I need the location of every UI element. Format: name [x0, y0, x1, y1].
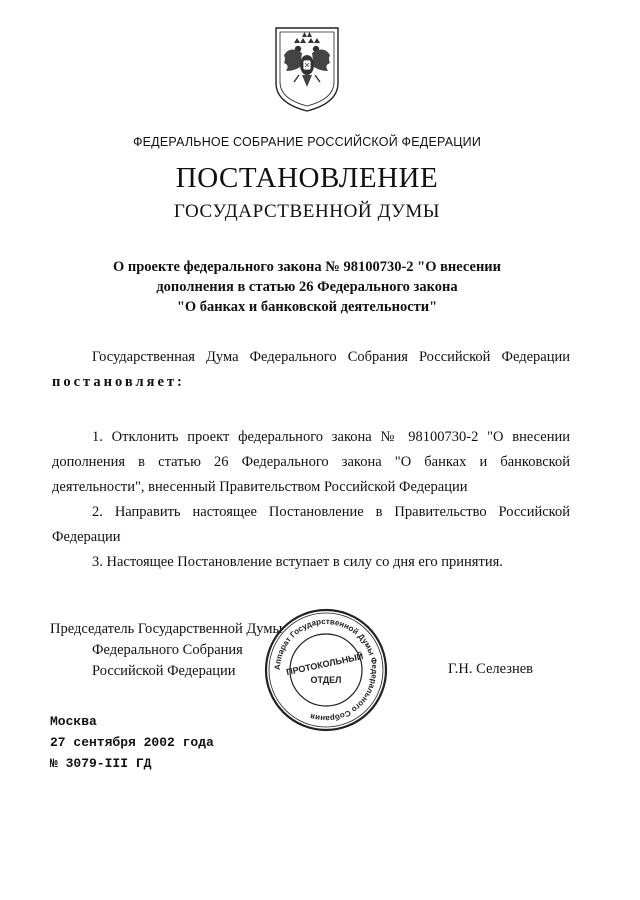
- document-number: № 3079-III ГД: [50, 756, 152, 771]
- official-stamp: [263, 607, 389, 733]
- stamp-center-text: ОТДЕЛ: [310, 675, 342, 685]
- resolution-item: 2. Направить настоящее Постановление в Правительство Российской Федерации: [52, 504, 570, 545]
- resolution-item: 1. Отклонить проект федерального закона № 98100730-2 "О внесении дополнения в статью 26 Федерального закона "О банках и банковской деятельности", внесенный Правительством Российской Федерации: [52, 429, 570, 495]
- signatory-name: Г.Н. Селезнев: [448, 661, 533, 677]
- signatory-title-line: Федерального Собрания: [92, 642, 243, 658]
- stamp-outer-text: Аппарат Государственной Думы Федерального Собрания: [272, 616, 380, 724]
- preamble-text: Государственная Дума Федерального Собрания Российской Федерации: [92, 349, 570, 365]
- issuer-subtitle: ГОСУДАРСТВЕННОЙ ДУМЫ: [173, 201, 441, 222]
- preamble-paragraph: [52, 345, 570, 395]
- city: Москва: [50, 714, 97, 729]
- heading-line: дополнения в статью 26 Федерального закона: [156, 279, 458, 295]
- heading-line: "О банках и банковской деятельности": [176, 299, 438, 315]
- resolution-heading: [0, 257, 614, 317]
- signatory-title-line: Российской Федерации: [92, 663, 236, 679]
- document-type-title: ПОСТАНОВЛЕНИЕ: [175, 162, 439, 194]
- resolution-items: [52, 425, 570, 575]
- document-date: 27 сентября 2002 года: [50, 735, 214, 750]
- heading-line: О проекте федерального закона № 98100730-2 "О внесении: [112, 259, 502, 275]
- organization-header: ФЕДЕРАЛЬНОЕ СОБРАНИЕ РОССИЙСКОЙ ФЕДЕРАЦИИ: [132, 135, 482, 149]
- stamp-seal-icon: [263, 607, 389, 733]
- document-footer: [50, 711, 214, 774]
- stamp-center-text: ПРОТОКОЛЬНЫЙ: [285, 651, 365, 678]
- signatory-title-line: Председатель Государственной Думы: [50, 621, 283, 637]
- resolution-item: 3. Настоящее Постановление вступает в силу со дня его принятия.: [92, 554, 503, 570]
- preamble-verb: постановляет:: [52, 374, 185, 390]
- russian-coat-of-arms-icon: [272, 25, 342, 113]
- coat-of-arms-emblem: [272, 25, 342, 113]
- signatory-title: [50, 619, 282, 682]
